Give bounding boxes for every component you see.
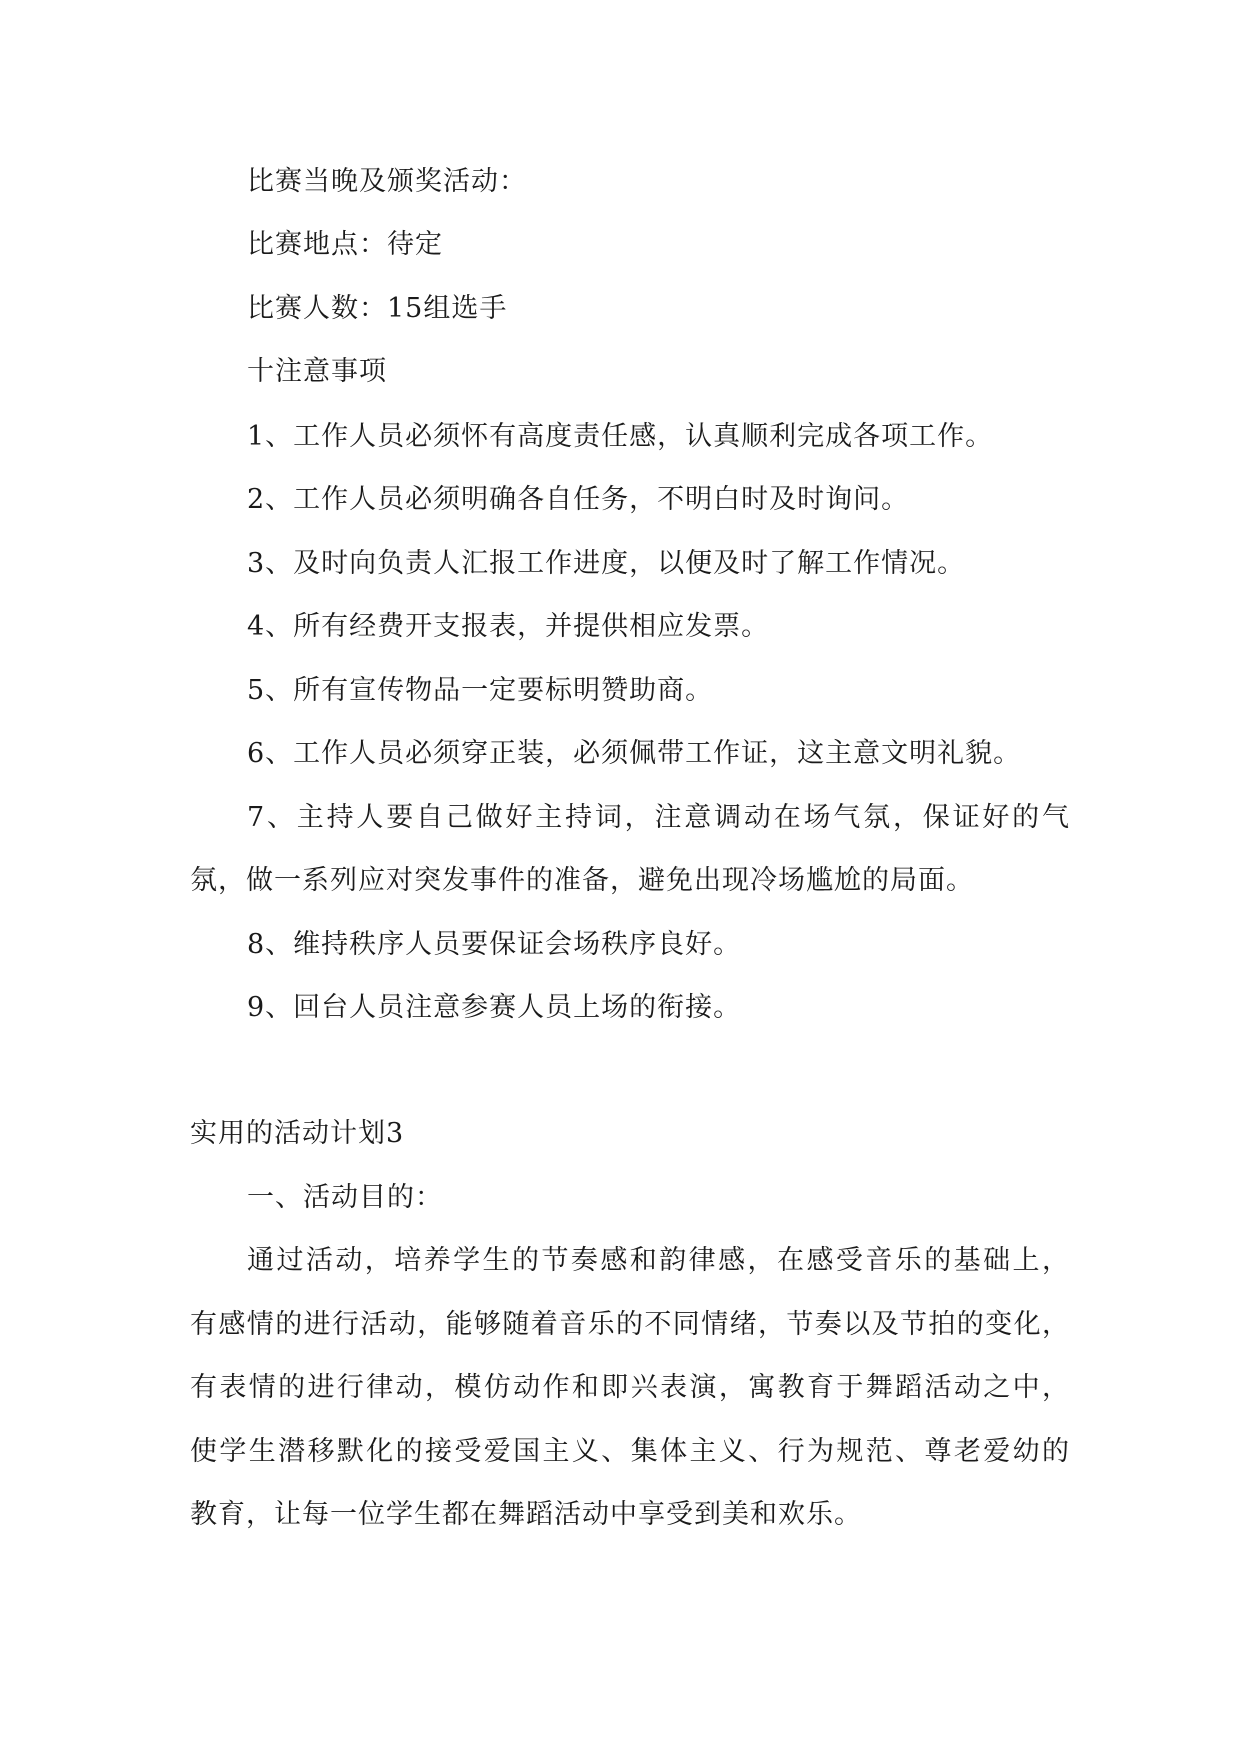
note-item: 6、工作人员必须穿正装，必须佩带工作证，这主意文明礼貌。	[247, 738, 1022, 769]
note-item: 2、工作人员必须明确各自任务，不明白时及时询问。	[247, 484, 910, 515]
paragraph-line: 通过活动，培养学生的节奏感和韵律感，在感受音乐的基础上，	[247, 1245, 1070, 1276]
note-item: 9、回台人员注意参赛人员上场的衔接。	[247, 992, 742, 1023]
section-heading: 一、活动目的：	[247, 1182, 443, 1213]
paragraph-line: 有表情的进行律动，模仿动作和即兴表演，寓教育于舞蹈活动之中，	[190, 1372, 1070, 1403]
paragraph-line: 使学生潜移默化的接受爱国主义、集体主义、行为规范、尊老爱幼的	[190, 1436, 1070, 1467]
note-item: 8、维持秩序人员要保证会场秩序良好。	[247, 929, 742, 960]
note-item: 5、所有宣传物品一定要标明赞助商。	[247, 675, 714, 706]
note-item: 1、工作人员必须怀有高度责任感，认真顺利完成各项工作。	[247, 421, 994, 452]
section-heading: 十注意事项	[247, 356, 387, 387]
section-title: 实用的活动计划3	[190, 1118, 405, 1149]
note-item: 7、主持人要自己做好主持词，注意调动在场气氛，保证好的气	[247, 802, 1070, 833]
paragraph-line: 有感情的进行活动，能够随着音乐的不同情绪，节奏以及节拍的变化，	[190, 1309, 1070, 1340]
note-item: 3、及时向负责人汇报工作进度，以便及时了解工作情况。	[247, 548, 966, 579]
paragraph-line: 教育，让每一位学生都在舞蹈活动中享受到美和欢乐。	[190, 1499, 862, 1530]
text-line: 比赛人数：15组选手	[247, 293, 508, 324]
note-item: 4、所有经费开支报表，并提供相应发票。	[247, 611, 770, 642]
text-line: 比赛地点：待定	[247, 229, 443, 260]
note-item-continuation: 氛，做一系列应对突发事件的准备，避免出现冷场尴尬的局面。	[190, 865, 974, 896]
text-line: 比赛当晚及颁奖活动：	[247, 166, 527, 197]
